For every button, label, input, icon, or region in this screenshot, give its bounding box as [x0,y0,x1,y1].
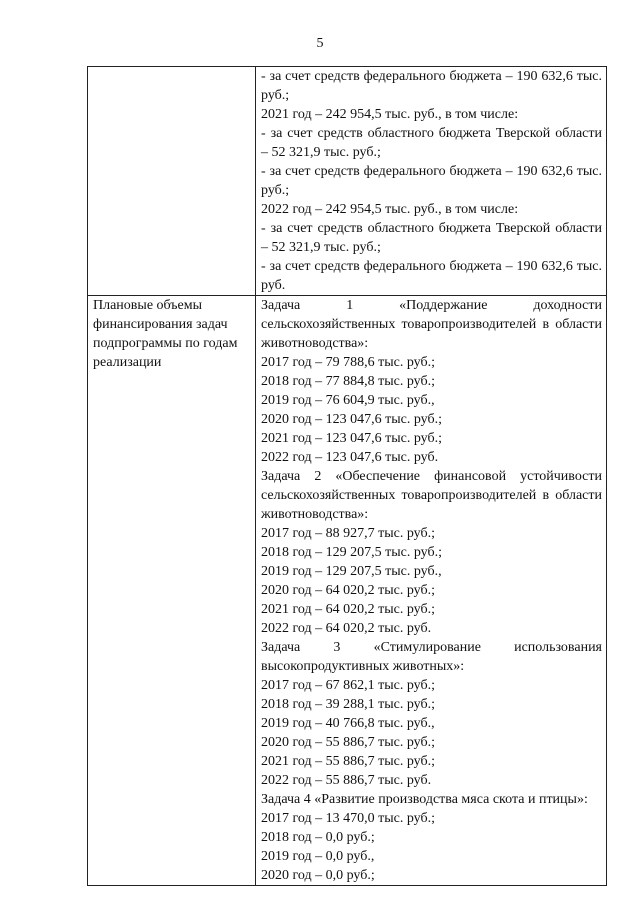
year-amount: 2017 год – 67 862,1 тыс. руб.; [261,678,435,693]
table-cell-right [256,67,607,296]
text-line: - за счет средств областного бюджета Тверской области – 52 321,9 тыс. руб.; [261,221,602,255]
year-amount: 2022 год – 55 886,7 тыс. руб. [261,773,432,788]
text-line: - за счет средств федерального бюджета – 190 632,6 тыс. руб. [261,259,602,293]
text-line: - за счет средств областного бюджета Тверской области – 52 321,9 тыс. руб.; [261,126,602,160]
year-amount: 2017 год – 88 927,7 тыс. руб.; [261,526,435,541]
table-row [88,67,607,296]
task-heading: Задача 2 «Обеспечение финансовой устойчивости сельскохозяйственных товаропроизводителей в области животноводства»: [261,469,602,522]
year-amount: 2022 год – 64 020,2 тыс. руб. [261,621,432,636]
year-amount: 2020 год – 55 886,7 тыс. руб.; [261,735,435,750]
table-cell-right [256,296,607,886]
task-heading: Задача 1 «Поддержание доходности сельскохозяйственных товаропроизводителей в области животноводства»: [261,298,602,351]
text-line: - за счет средств федерального бюджета – 190 632,6 тыс. руб.; [261,69,602,103]
task-heading: Задача 3 «Стимулирование использования высокопродуктивных животных»: [261,640,602,674]
text-line: - за счет средств федерального бюджета – 190 632,6 тыс. руб.; [261,164,602,198]
table-cell-left [88,296,256,886]
table-row [88,296,607,886]
year-amount: 2020 год – 64 020,2 тыс. руб.; [261,583,435,598]
text-line: 2021 год – 242 954,5 тыс. руб., в том числе: [261,107,519,122]
year-amount: 2021 год – 123 047,6 тыс. руб.; [261,431,442,446]
year-amount: 2022 год – 123 047,6 тыс. руб. [261,450,439,465]
year-amount: 2020 год – 0,0 руб.; [261,868,375,883]
year-amount: 2019 год – 40 766,8 тыс. руб., [261,716,435,731]
year-amount: 2021 год – 55 886,7 тыс. руб.; [261,754,435,769]
year-amount: 2019 год – 129 207,5 тыс. руб., [261,564,442,579]
row-label: Плановые объемы финансирования задач подпрограммы по годам реализации [93,298,238,370]
year-amount: 2018 год – 39 288,1 тыс. руб.; [261,697,435,712]
text-line: 2022 год – 242 954,5 тыс. руб., в том числе: [261,202,519,217]
page-number: 5 [316,36,324,51]
year-amount: 2018 год – 129 207,5 тыс. руб.; [261,545,442,560]
year-amount: 2021 год – 64 020,2 тыс. руб.; [261,602,435,617]
year-amount: 2018 год – 77 884,8 тыс. руб.; [261,374,435,389]
year-amount: 2017 год – 79 788,6 тыс. руб.; [261,355,435,370]
year-amount: 2018 год – 0,0 руб.; [261,830,375,845]
task-heading: Задача 4 «Развитие производства мяса скота и птицы»: [261,792,588,807]
financing-table [87,66,607,886]
year-amount: 2020 год – 123 047,6 тыс. руб.; [261,412,442,427]
year-amount: 2019 год – 0,0 руб., [261,849,375,864]
year-amount: 2019 год – 76 604,9 тыс. руб., [261,393,435,408]
table-cell-left [88,67,256,296]
year-amount: 2017 год – 13 470,0 тыс. руб.; [261,811,435,826]
